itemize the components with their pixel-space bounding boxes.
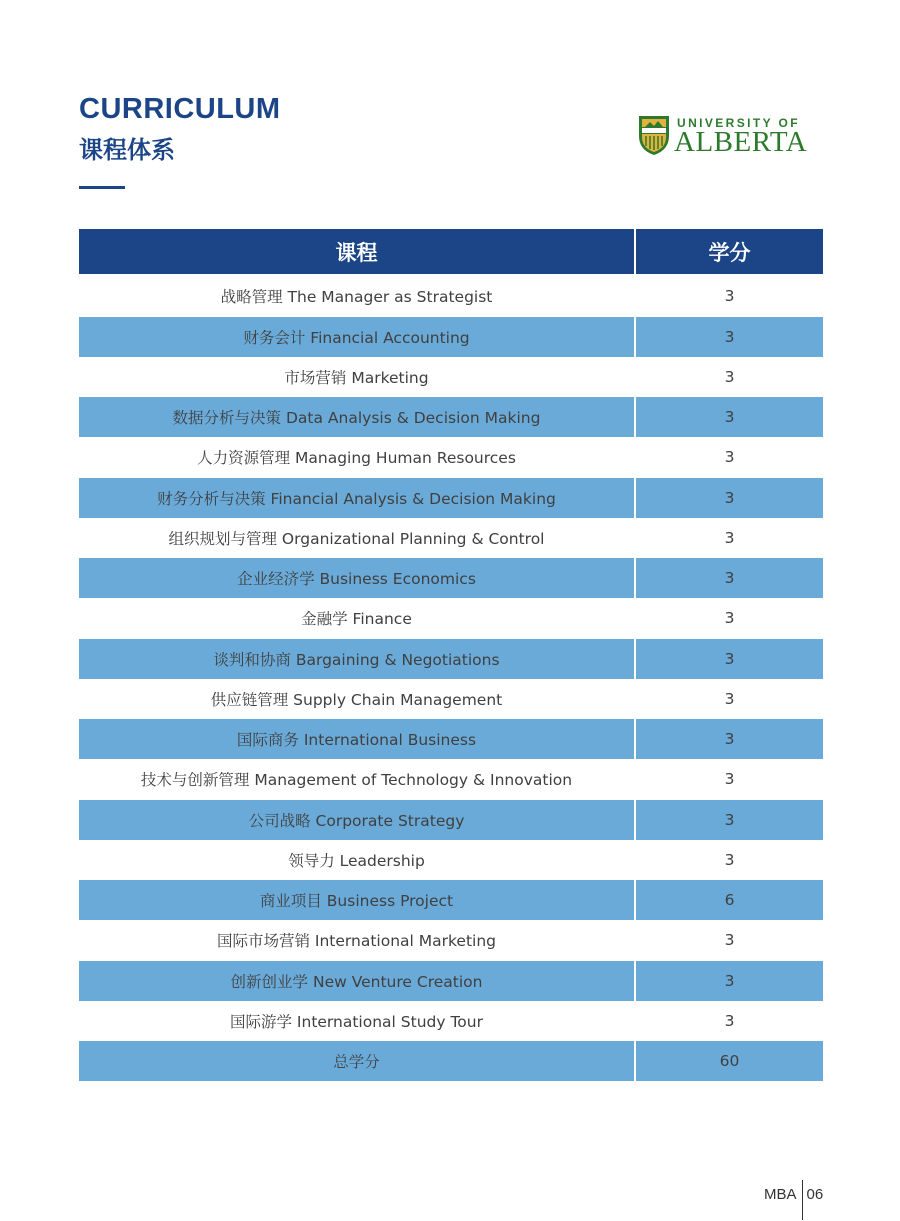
course-credits: 3 (636, 478, 823, 518)
total-credits: 60 (636, 1041, 823, 1081)
table-row (79, 598, 823, 639)
course-credits: 6 (636, 880, 823, 920)
table-row (79, 276, 823, 317)
title-underline (79, 186, 125, 189)
table-row (79, 317, 823, 357)
table-row (79, 397, 823, 437)
course-name: 技术与创新管理 Management of Technology & Innovation (140, 771, 573, 790)
table-row (79, 679, 823, 720)
course-name: 谈判和协商 Bargaining & Negotiations (79, 639, 634, 679)
course-credits: 3 (724, 287, 735, 306)
course-name: 国际游学 International Study Tour (230, 1012, 483, 1031)
table-header-row (79, 229, 823, 274)
logo-line-2: ALBERTA (674, 126, 808, 158)
table-row (79, 880, 823, 920)
column-header-course: 课程 (79, 229, 634, 274)
course-name: 商业项目 Business Project (79, 880, 634, 920)
course-name: 国际商务 International Business (79, 719, 634, 759)
course-credits: 3 (724, 931, 735, 950)
table-row (79, 558, 823, 598)
course-name: 市场营销 Marketing (284, 368, 429, 387)
university-logo (637, 112, 817, 160)
table-row (79, 357, 823, 398)
table-row (79, 759, 823, 800)
total-label: 总学分 (79, 1041, 634, 1081)
table-row (79, 719, 823, 759)
course-credits: 3 (724, 609, 735, 628)
course-name: 数据分析与决策 Data Analysis & Decision Making (79, 397, 634, 437)
footer-divider (802, 1180, 803, 1220)
course-credits: 3 (636, 639, 823, 679)
logo-line-1: UNIVERSITY OF (677, 116, 800, 130)
course-credits: 3 (724, 367, 735, 386)
table-row (79, 1001, 823, 1042)
table-total-row (79, 1041, 823, 1081)
crest-icon (637, 112, 671, 156)
table-row (79, 800, 823, 840)
course-credits: 3 (724, 770, 735, 789)
page-title-english: CURRICULUM (79, 93, 281, 125)
course-name: 财务分析与决策 Financial Analysis & Decision Making (79, 478, 634, 518)
table-row (79, 478, 823, 518)
table-row (79, 840, 823, 881)
page-number: 06 (806, 1186, 824, 1203)
course-name: 创新创业学 New Venture Creation (79, 961, 634, 1001)
course-name: 供应链管理 Supply Chain Management (210, 690, 503, 709)
page-footer (764, 1180, 823, 1220)
column-header-credits: 学分 (636, 229, 823, 274)
table-row (79, 437, 823, 478)
table-row (79, 961, 823, 1001)
footer-label: MBA (764, 1186, 797, 1203)
course-name: 企业经济学 Business Economics (79, 558, 634, 598)
course-name: 公司战略 Corporate Strategy (79, 800, 634, 840)
course-name: 金融学 Finance (301, 610, 412, 629)
course-credits: 3 (636, 558, 823, 598)
course-credits: 3 (724, 850, 735, 869)
course-credits: 3 (636, 719, 823, 759)
table-row (79, 518, 823, 559)
course-name: 领导力 Leadership (288, 851, 425, 870)
curriculum-table (79, 229, 823, 1081)
course-credits: 3 (636, 397, 823, 437)
course-name: 战略管理 The Manager as Strategist (220, 288, 493, 307)
table-row (79, 920, 823, 961)
course-credits: 3 (724, 1011, 735, 1030)
course-name: 财务会计 Financial Accounting (79, 317, 634, 357)
page-title-chinese: 课程体系 (79, 136, 175, 164)
course-name: 人力资源管理 Managing Human Resources (197, 449, 516, 468)
table-row (79, 639, 823, 679)
course-credits: 3 (724, 448, 735, 467)
course-credits: 3 (636, 800, 823, 840)
course-credits: 3 (724, 528, 735, 547)
course-credits: 3 (636, 317, 823, 357)
course-name: 国际市场营销 International Marketing (216, 932, 497, 951)
course-credits: 3 (724, 689, 735, 708)
course-name: 组织规划与管理 Organizational Planning & Control (168, 529, 545, 548)
course-credits: 3 (636, 961, 823, 1001)
